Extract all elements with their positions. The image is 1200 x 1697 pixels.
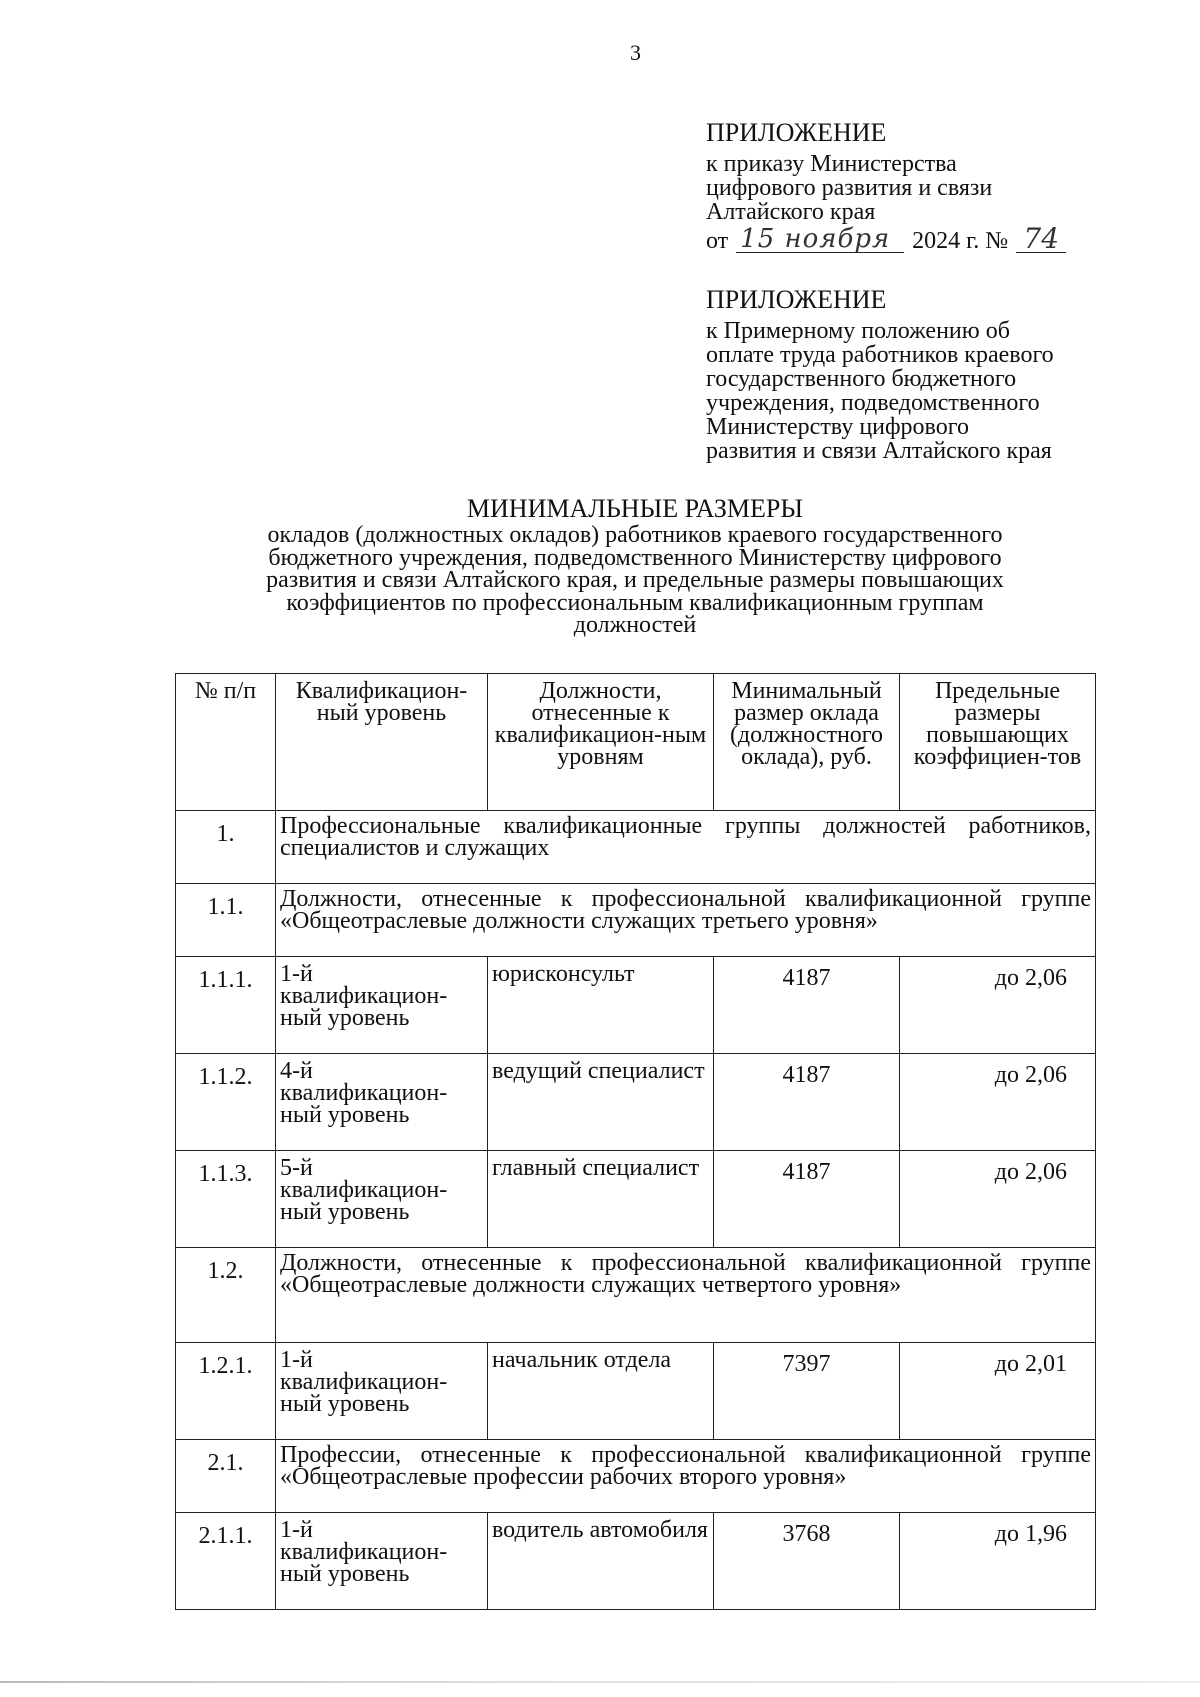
header-num: № п/п bbox=[176, 674, 276, 811]
appendix-line: развития и связи Алтайского края bbox=[706, 438, 1052, 464]
row-level: 1-й квалификацион-ный уровень bbox=[276, 1343, 488, 1440]
appendix-heading: ПРИЛОЖЕНИЕ bbox=[706, 118, 887, 147]
row-salary: 4187 bbox=[714, 1151, 900, 1248]
date-prefix: от bbox=[706, 228, 729, 254]
title-line: развития и связи Алтайского края, и предельные размеры повышающих bbox=[266, 567, 1004, 593]
row-number: 1.1.2. bbox=[176, 1054, 276, 1151]
row-position: ведущий специалист bbox=[488, 1054, 714, 1151]
header-coef: Предельные размеры повышающих коэффициен-тов bbox=[900, 674, 1096, 811]
appendix-line: к Примерному положению об bbox=[706, 318, 1010, 344]
row-coef: до 2,01 bbox=[900, 1343, 1096, 1440]
group-title: Профессии, отнесенные к профессиональной квалификационной группе «Общеотраслевые профессии рабочих второго уровня» bbox=[276, 1440, 1096, 1513]
row-level: 1-й квалификацион-ный уровень bbox=[276, 1513, 488, 1610]
appendix-line: цифрового развития и связи bbox=[706, 175, 993, 201]
title-line: должностей bbox=[573, 612, 697, 638]
row-level: 5-й квалификацион-ный уровень bbox=[276, 1151, 488, 1248]
appendix-line: оплате труда работников краевого bbox=[706, 342, 1054, 368]
handwritten-order-number: 74 bbox=[1016, 226, 1066, 253]
row-salary: 4187 bbox=[714, 957, 900, 1054]
appendix-line: Алтайского края bbox=[706, 199, 876, 225]
appendix-line: государственного бюджетного bbox=[706, 366, 1017, 392]
row-coef: до 2,06 bbox=[900, 1054, 1096, 1151]
appendix-line: Министерству цифрового bbox=[706, 414, 969, 440]
row-salary: 3768 bbox=[714, 1513, 900, 1610]
row-coef: до 1,96 bbox=[900, 1513, 1096, 1610]
section-title: Профессиональные квалификационные группы должностей работников, специалистов и служащих bbox=[276, 811, 1096, 884]
row-coef: до 2,06 bbox=[900, 957, 1096, 1054]
row-position: начальник отдела bbox=[488, 1343, 714, 1440]
document-title bbox=[140, 494, 1130, 637]
row-position: главный специалист bbox=[488, 1151, 714, 1248]
title-line: коэффициентов по профессиональным квалификационным группам bbox=[286, 589, 984, 616]
table-row bbox=[176, 1513, 1096, 1610]
appendix-heading: ПРИЛОЖЕНИЕ bbox=[706, 285, 887, 314]
date-year: 2024 г. № bbox=[912, 228, 1009, 254]
table-row bbox=[176, 1054, 1096, 1151]
page-number: 3 bbox=[630, 40, 641, 65]
row-position: водитель автомобиля bbox=[488, 1513, 714, 1610]
row-salary: 4187 bbox=[714, 1054, 900, 1151]
header-positions: Должности, отнесенные к квалификацион-ным уровням bbox=[488, 674, 714, 811]
title-line: бюджетного учреждения, подведомственного Министерству цифрового bbox=[268, 544, 1002, 571]
group-row bbox=[176, 1440, 1096, 1513]
group-row bbox=[176, 884, 1096, 957]
header-level: Квалификацион-ный уровень bbox=[276, 674, 488, 811]
scan-edge-artifact bbox=[0, 1681, 1200, 1683]
row-level: 1-й квалификацион-ный уровень bbox=[276, 957, 488, 1054]
table-header-row bbox=[176, 674, 1096, 811]
appendix-regulation-block bbox=[706, 285, 1126, 463]
row-number: 1.1.1. bbox=[176, 957, 276, 1054]
salary-table bbox=[175, 673, 1096, 1610]
group-title: Должности, отнесенные к профессиональной квалификационной группе «Общеотраслевые должности служащих третьего уровня» bbox=[276, 884, 1096, 957]
handwritten-date: 15 ноября bbox=[736, 226, 904, 253]
appendix-order-block bbox=[706, 118, 1126, 253]
section-row bbox=[176, 811, 1096, 884]
row-number: 1.2.1. bbox=[176, 1343, 276, 1440]
row-number: 2.1. bbox=[176, 1440, 276, 1513]
appendix-line: к приказу Министерства bbox=[706, 151, 957, 177]
table-row bbox=[176, 1343, 1096, 1440]
group-row bbox=[176, 1248, 1096, 1343]
group-title: Должности, отнесенные к профессиональной квалификационной группе «Общеотраслевые должности служащих четвертого уровня» bbox=[276, 1248, 1096, 1343]
row-number: 1.2. bbox=[176, 1248, 276, 1343]
row-number: 1.1. bbox=[176, 884, 276, 957]
order-date-line bbox=[706, 222, 1126, 255]
title-main: МИНИМАЛЬНЫЕ РАЗМЕРЫ bbox=[466, 494, 804, 523]
row-number: 1.1.3. bbox=[176, 1151, 276, 1248]
title-line: окладов (должностных окладов) работников краевого государственного bbox=[267, 522, 1003, 548]
row-number: 2.1.1. bbox=[176, 1513, 276, 1610]
table-row bbox=[176, 1151, 1096, 1248]
table-row bbox=[176, 957, 1096, 1054]
row-position: юрисконсульт bbox=[488, 957, 714, 1054]
row-number: 1. bbox=[176, 811, 276, 884]
row-coef: до 2,06 bbox=[900, 1151, 1096, 1248]
header-salary: Минимальный размер оклада (должностного оклада), руб. bbox=[714, 674, 900, 811]
appendix-line: учреждения, подведомственного bbox=[706, 390, 1040, 416]
row-level: 4-й квалификацион-ный уровень bbox=[276, 1054, 488, 1151]
row-salary: 7397 bbox=[714, 1343, 900, 1440]
